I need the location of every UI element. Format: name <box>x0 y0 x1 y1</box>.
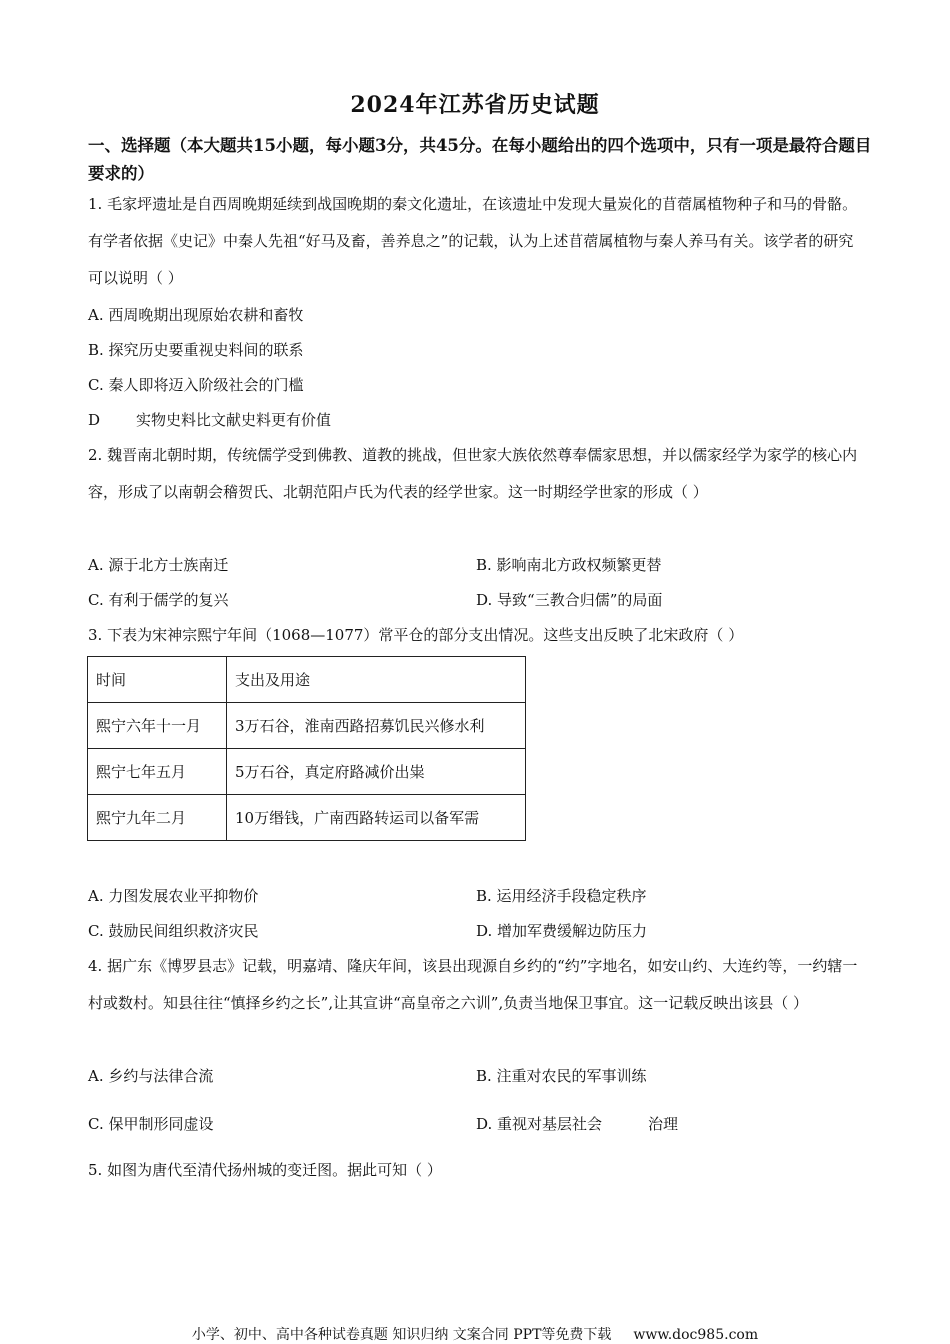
option-d-tail: 治理 <box>648 1115 679 1133</box>
question-2-stem: 2. 魏晋南北朝时期，传统儒学受到佛教、道教的挑战，但世家大族依然尊奉儒家思想，并以儒家经学为家学的核心内容，形成了以南朝会稽贺氏、北朝范阳卢氏为代表的经学世家。这一时期经学世家的形成（ ） <box>88 446 858 501</box>
question-2-option-d: D. 导致“三教合归儒”的局面 <box>476 591 663 609</box>
table-cell-time: 熙宁七年五月 <box>88 749 227 795</box>
question-1-option-d <box>88 409 331 431</box>
question-1-stem: 1. 毛家坪遗址是自西周晚期延续到战国晚期的秦文化遗址，在该遗址中发现大量炭化的苜蓿属植物种子和马的骨骼。有学者依据《史记》中秦人先祖“好马及畜，善养息之”的记载，认为上述苜蓿属植物与秦人养马有关。该学者的研究可以说明（ ） <box>88 195 858 287</box>
table-header-row <box>88 657 526 703</box>
section-header: 一、选择题（本大题共15小题，每小题3分，共45分。在每小题给出的四个选项中，只有一项是最符合题目要求的） <box>88 136 872 183</box>
footer-url[interactable]: www.doc985.com <box>633 1327 759 1343</box>
question-4-option-a: A. 乡约与法律合流 <box>88 1067 214 1085</box>
option-d-label: D <box>88 411 101 429</box>
question-3-option-b: B. 运用经济手段稳定秩序 <box>476 887 647 905</box>
table-cell-usage: 3万石谷，淮南西路招募饥民兴修水利 <box>227 703 526 749</box>
question-4-option-c: C. 保甲制形同虚设 <box>88 1115 214 1133</box>
question-3-option-d: D. 增加军费缓解边防压力 <box>476 922 648 940</box>
question-1-option-c: C. 秦人即将迈入阶级社会的门槛 <box>88 376 304 394</box>
table-row <box>88 795 526 841</box>
table-cell-usage: 5万石谷，真定府路减价出粜 <box>227 749 526 795</box>
expenditure-table <box>87 656 526 841</box>
page-footer <box>0 1324 950 1344</box>
question-4-option-b: B. 注重对农民的军事训练 <box>476 1067 647 1085</box>
table-header-time: 时间 <box>88 657 227 703</box>
question-4-stem: 4. 据广东《博罗县志》记载，明嘉靖、隆庆年间，该县出现源自乡约的“约”字地名，如安山约、大连约等，一约辖一村或数村。知县往往“慎择乡约之长”,让其宣讲“高皇帝之六训”,负责当地保卫事宜。这一记载反映出该县（ ） <box>88 957 858 1012</box>
table-cell-time: 熙宁六年十一月 <box>88 703 227 749</box>
question-2-option-b: B. 影响南北方政权频繁更替 <box>476 556 662 574</box>
question-2-option-a: A. 源于北方士族南迁 <box>88 556 229 574</box>
question-3-stem: 3. 下表为宋神宗熙宁年间（1068—1077）常平仓的部分支出情况。这些支出反映了北宋政府（ ） <box>88 626 744 644</box>
question-3-option-a: A. 力图发展农业平抑物价 <box>88 887 259 905</box>
question-3-option-c: C. 鼓励民间组织救济灾民 <box>88 922 259 940</box>
table-header-usage: 支出及用途 <box>227 657 526 703</box>
question-2-option-c: C. 有利于儒学的复兴 <box>88 591 229 609</box>
option-d-main: D. 重视对基层社会 <box>476 1115 603 1133</box>
table-cell-usage: 10万缗钱，广南西路转运司以备军需 <box>227 795 526 841</box>
page-title: 2024年江苏省历史试题 <box>350 92 600 118</box>
table-row <box>88 749 526 795</box>
footer-text: 小学、初中、高中各种试卷真题 知识归纳 文案合同 PPT等免费下载 <box>191 1327 612 1343</box>
question-1-option-b: B. 探究历史要重视史料间的联系 <box>88 341 304 359</box>
question-5-stem: 5. 如图为唐代至清代扬州城的变迁图。据此可知（ ） <box>88 1161 442 1179</box>
table-cell-time: 熙宁九年二月 <box>88 795 227 841</box>
option-d-text: 实物史料比文献史料更有价值 <box>136 411 332 429</box>
question-1-option-a: A. 西周晚期出现原始农耕和畜牧 <box>88 306 304 324</box>
question-4-option-d <box>476 1113 678 1135</box>
table-row <box>88 703 526 749</box>
